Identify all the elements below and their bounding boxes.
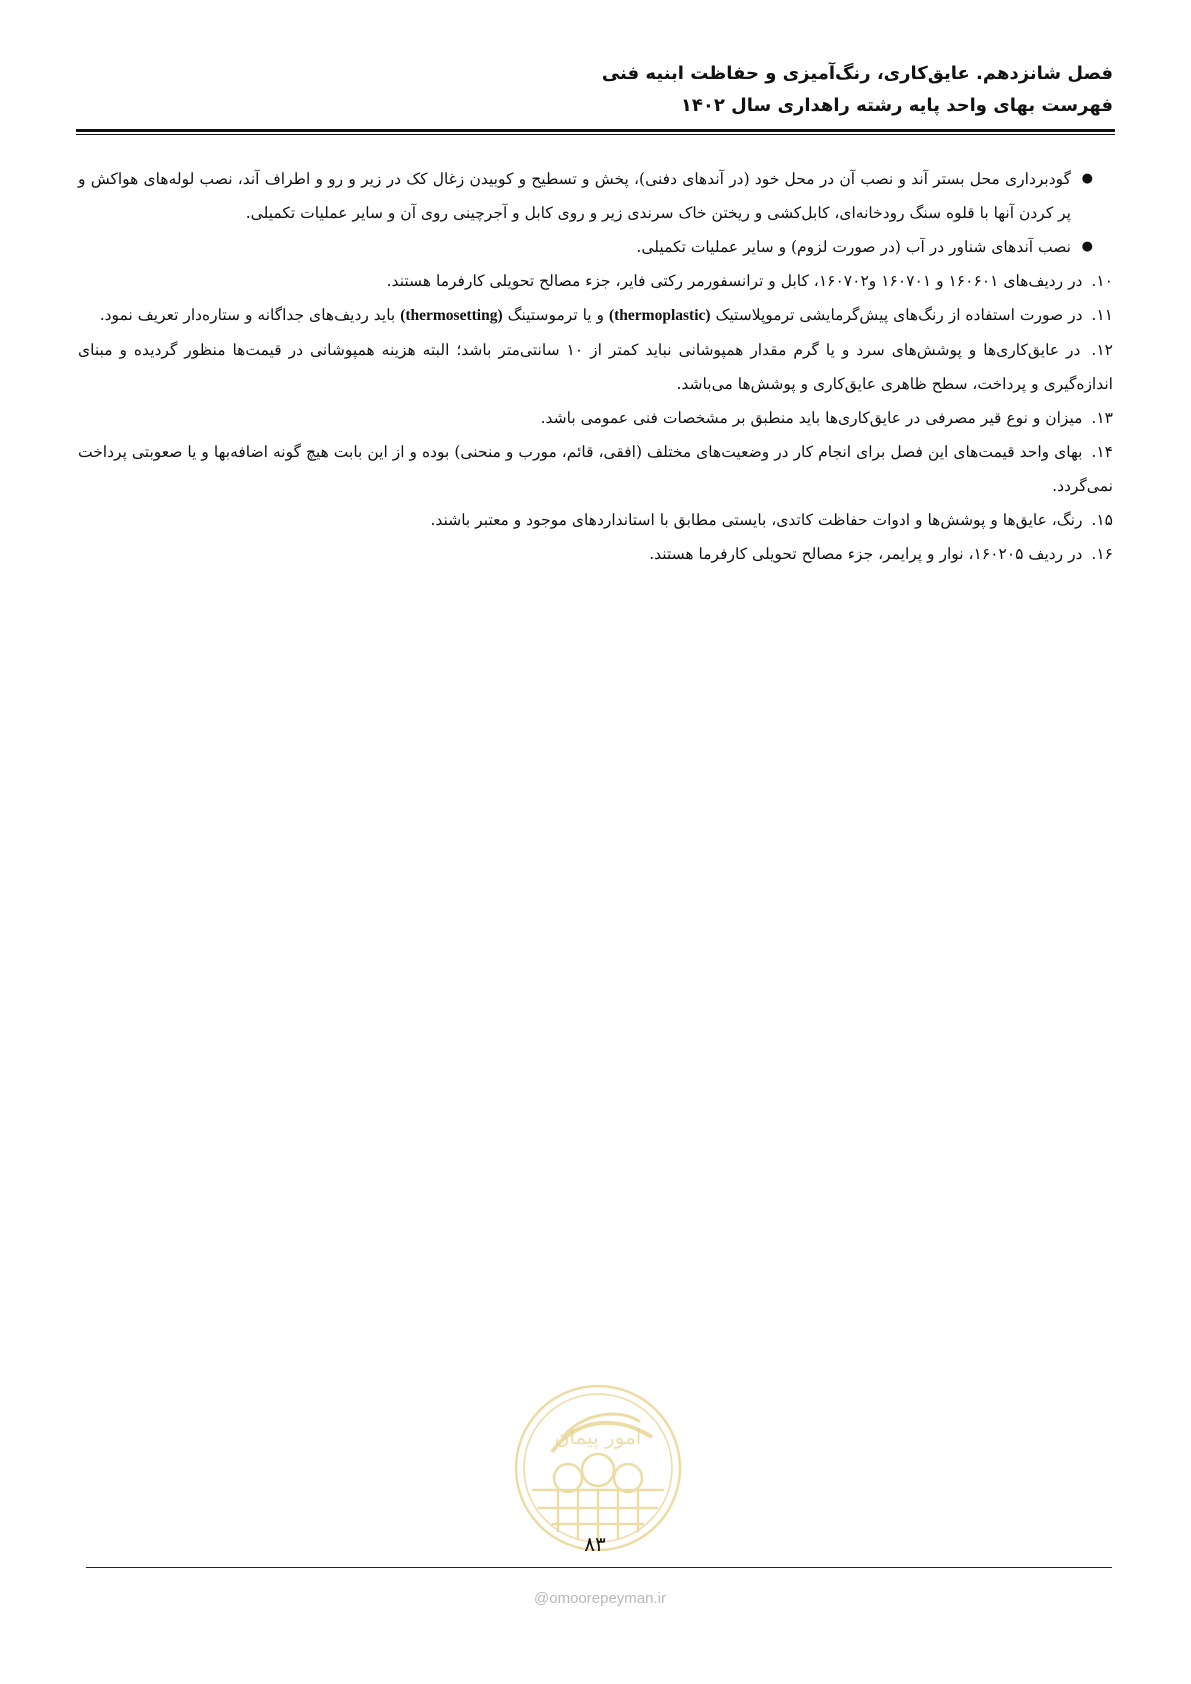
chapter-title: فصل شانزدهم. عایق‌کاری، رنگ‌آمیزی و حفاظت ابنیه فنی [601, 63, 1113, 84]
numbered-item-13 [78, 401, 1113, 435]
bullet-text: نصب آندهای شناور در آب (در صورت لزوم) و سایر عملیات تکمیلی. [636, 238, 1071, 256]
item-text: در ردیف ۱۶۰۲۰۵، نوار و پرایمر، جزء مصالح تحویلی کارفرما هستند. [649, 545, 1083, 563]
item-number: ۱۲. [1091, 341, 1114, 359]
item-number: ۱۳. [1091, 409, 1113, 427]
term-thermosetting: (thermosetting) [400, 307, 503, 324]
numbered-item-14 [78, 435, 1113, 503]
item-text: میزان و نوع قیر مصرفی در عایق‌کاری‌ها باید منطبق بر مشخصات فنی عمومی باشد. [540, 409, 1083, 427]
item-text: باید ردیف‌های جداگانه و ستاره‌دار تعریف نمود. [99, 306, 396, 324]
term-thermoplastic: (thermoplastic) [608, 307, 711, 324]
page-header [78, 58, 1113, 122]
document-title: فهرست بهای واحد پایه رشته راهداری سال ۱۴۰۲ [680, 95, 1113, 116]
bullet-item [78, 230, 1113, 264]
item-text: و یا ترموستینگ [507, 306, 605, 324]
numbered-item-16 [78, 537, 1113, 571]
item-number: ۱۴. [1091, 443, 1113, 461]
item-number: ۱۰. [1091, 272, 1113, 290]
item-text: در صورت استفاده از رنگ‌های پیش‌گرمایشی ترموپلاستیک [715, 306, 1083, 324]
item-text: در عایق‌کاری‌ها و پوشش‌های سرد و یا گرم مقدار همپوشانی نباید کمتر از ۱۰ سانتی‌متر باشد؛ البته هزینه همپوشانی در قیمت‌ها منظور گردیده و مبنای اندازه‌گیری و پرداخت، سطح ظاهری عایق‌کاری و پوشش‌ها می‌باشد. [78, 341, 1113, 393]
footer-website: @omoorepeyman.ir [534, 1590, 666, 1607]
numbered-item-15 [78, 503, 1113, 537]
numbered-item-10 [78, 264, 1113, 298]
item-text: در ردیف‌های ۱۶۰۶۰۱ و ۱۶۰۷۰۱ و۱۶۰۷۰۲، کابل و ترانسفورمر رکتی فایر، جزء مصالح تحویلی کارفرما هستند. [386, 272, 1083, 290]
bullet-icon: ● [1081, 239, 1093, 254]
item-text: رنگ، عایق‌ها و پوشش‌ها و ادوات حفاظت کاتدی، بایستی مطابق با استانداردهای موجود و معتبر باشند. [430, 511, 1083, 529]
document-body [78, 162, 1113, 571]
page-number: ۸۳ [584, 1532, 606, 1556]
item-number: ۱۱. [1091, 306, 1113, 324]
bullet-text: گودبرداری محل بستر آند و نصب آن در محل خود (در آندهای دفنی)، پخش و تسطیح و کوبیدن زغال کک در زیر و رو و اطراف آند، نصب لوله‌های هواکش و پر کردن آنها با قلوه سنگ رودخانه‌ای، کابل‌کشی و ریختن خاک سرندی زیر و روی کابل و آجرچینی روی آن و سایر عملیات تکمیلی. [78, 170, 1071, 222]
bullet-icon: ● [1081, 171, 1093, 186]
numbered-item-12 [78, 333, 1113, 401]
bullet-item [78, 162, 1113, 230]
item-number: ۱۵. [1091, 511, 1113, 529]
item-text: بهای واحد قیمت‌های این فصل برای انجام کار در وضعیت‌های مختلف (افقی، قائم، مورب و منحنی) بوده و از این بابت هیچ گونه اضافه‌بها و یا صعوبتی پرداخت نمی‌گردد. [78, 443, 1113, 495]
header-rule-thick [76, 129, 1115, 132]
item-number: ۱۶. [1091, 545, 1113, 563]
footer-rule [86, 1567, 1112, 1568]
numbered-item-11 [78, 298, 1113, 333]
watermark-text: امور پیمان [554, 1425, 642, 1449]
header-rule-thin [76, 134, 1115, 135]
watermark-logo-icon [512, 1382, 684, 1554]
